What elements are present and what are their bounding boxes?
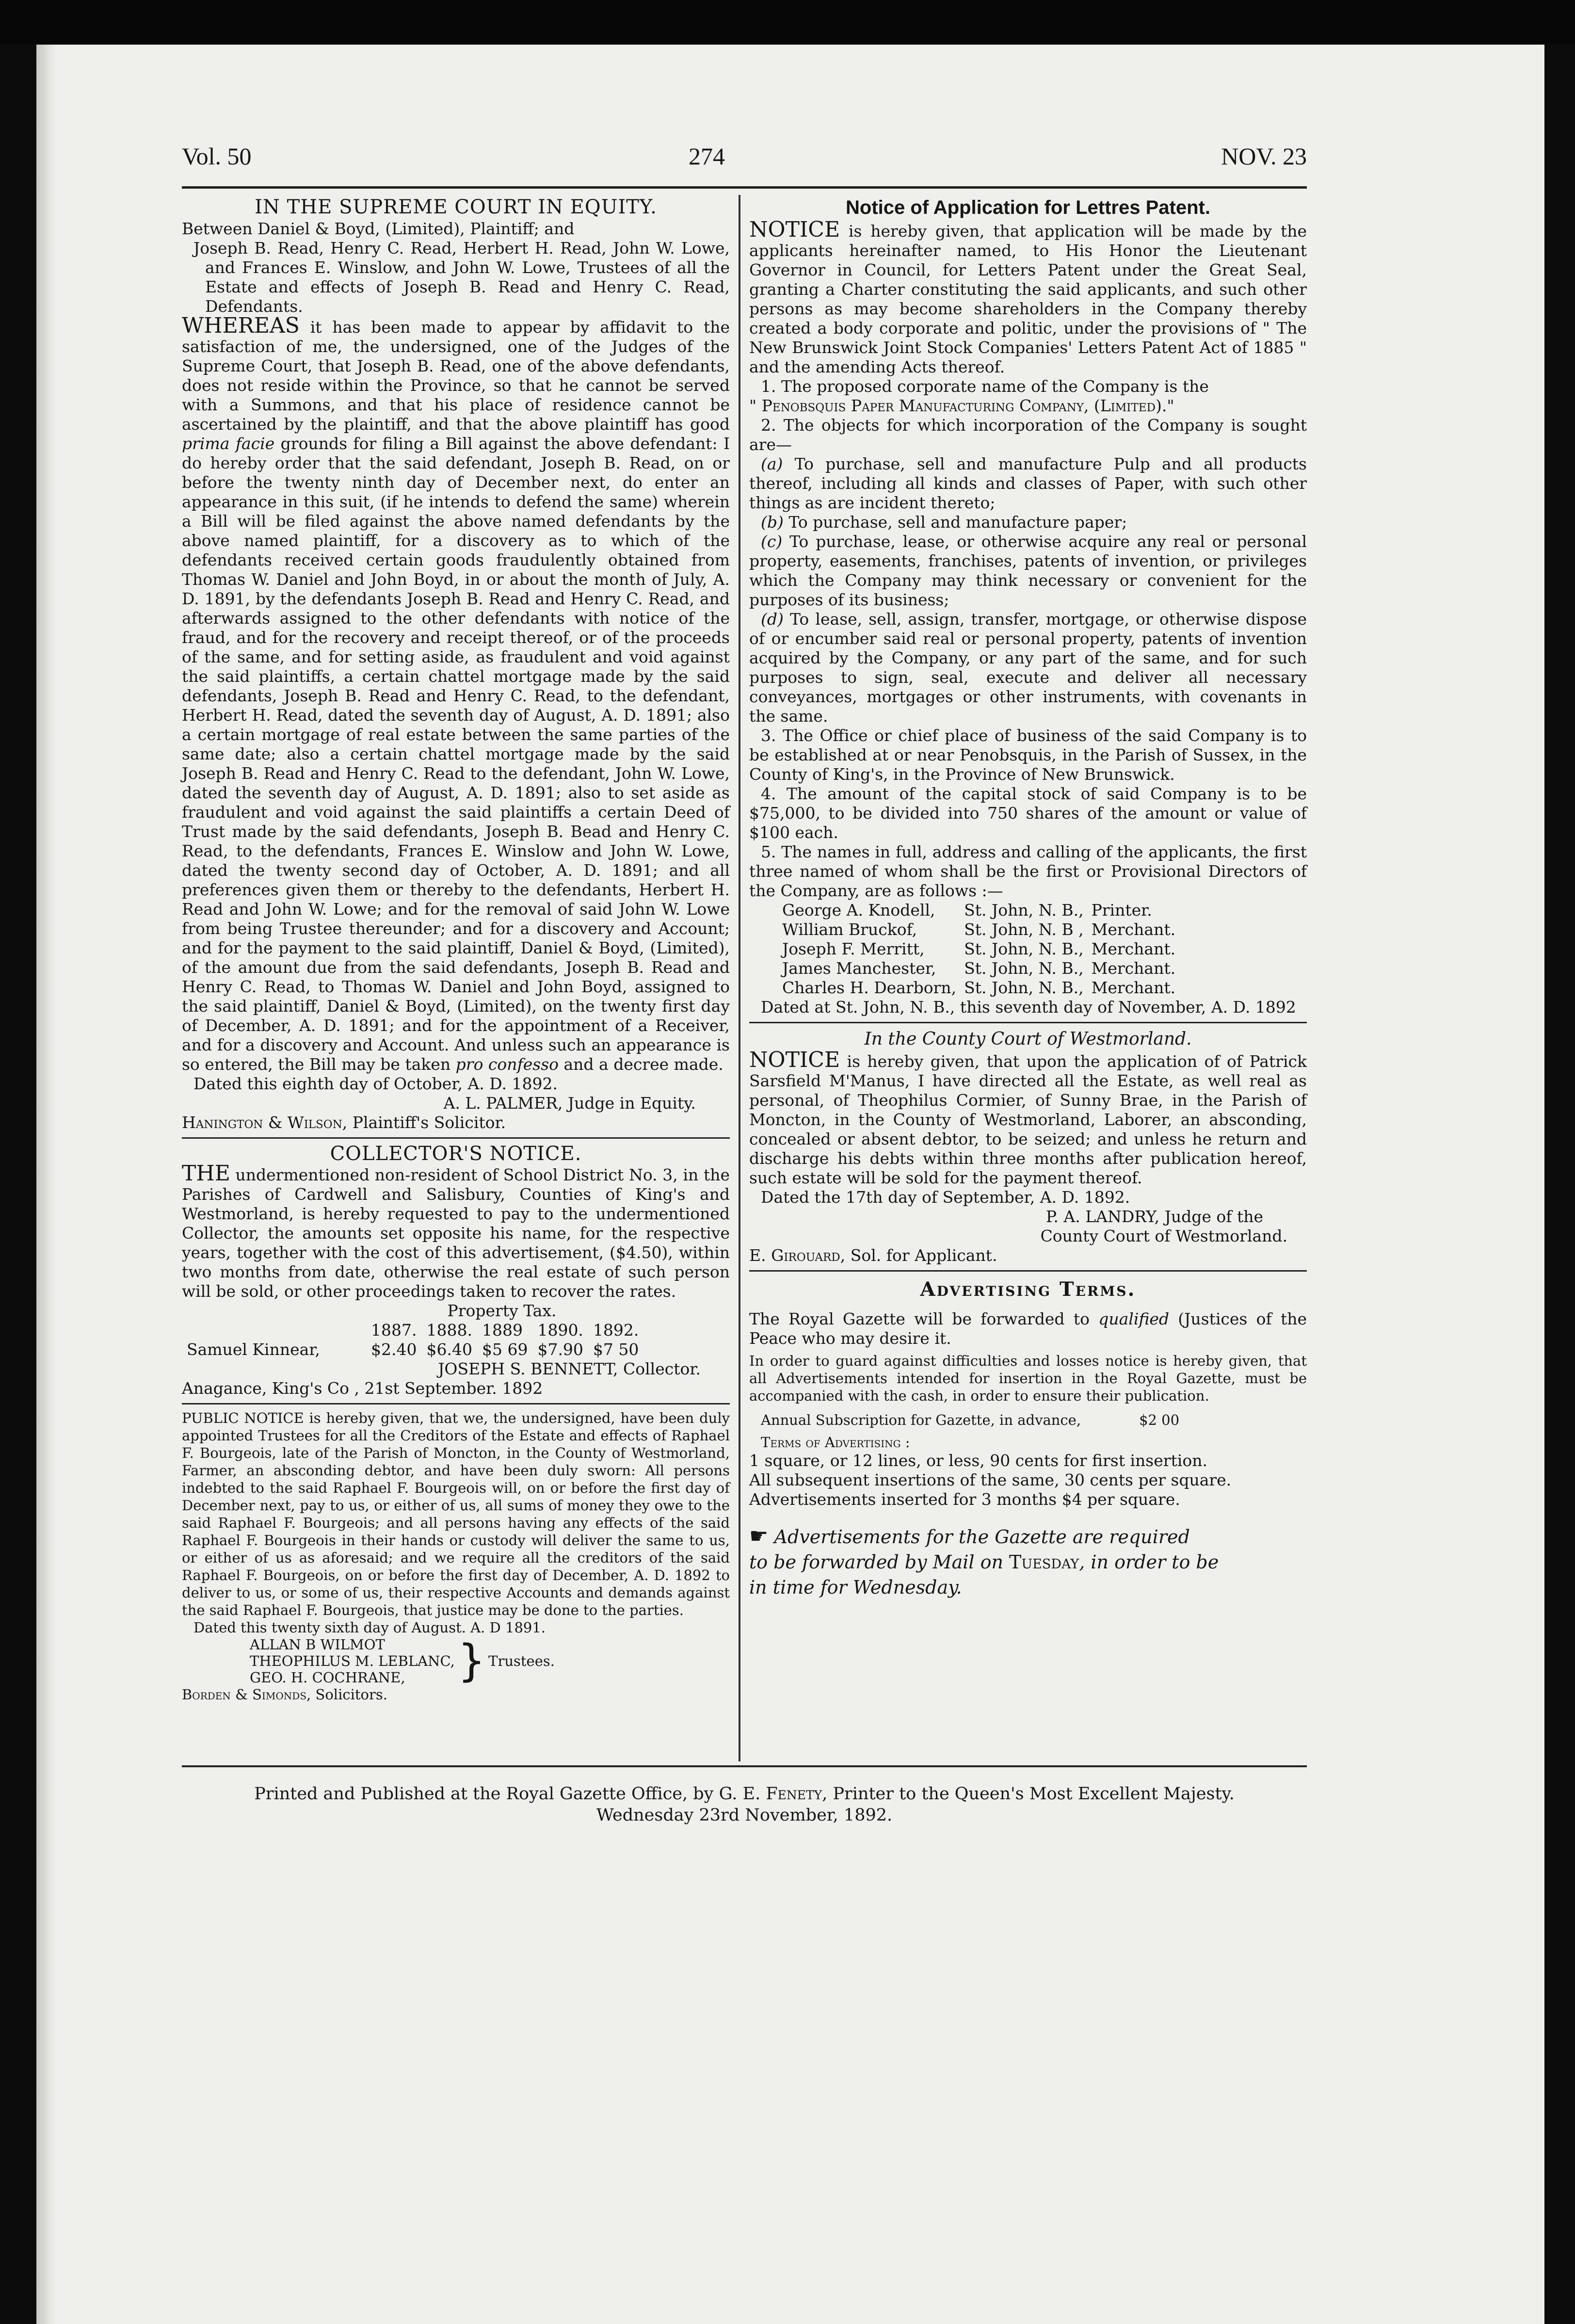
payment-notice: In order to guard against difficulties and losses notice is hereby given, that all Advertisements intended for insertion in the Royal Gazette, must be accompanied with the cash, in order to ensure their publication. [749, 1353, 1307, 1404]
term-line: All subsequent insertions of the same, 30 cents per square. [749, 1470, 1232, 1489]
subscription-line: Annual Subscription for Gazette, in advance, $2 00 [761, 1412, 1180, 1428]
equity-heading: IN THE SUPREME COURT IN EQUITY. [255, 196, 657, 218]
director-row: William Bruckof, St. John, N. B , Merchant. [782, 920, 1176, 939]
equity-between: Between Daniel & Boyd, (Limited), Plaintiff; and [182, 219, 575, 238]
tax-year: 1888. [426, 1321, 472, 1340]
imprint-line-1: Printed and Published at the Royal Gazette Office, by G. E. Fenety, Printer to the Queen's Most Excellent Majesty. [254, 1784, 1235, 1804]
director-row: Charles H. Dearborn, St. John, N. B., Merchant. [782, 978, 1176, 997]
volume-number: Vol. 50 [182, 143, 252, 170]
object-c: (c) To purchase, lease, or otherwise acquire any real or personal property, easements, franchises, patents of invention, or privileges which the Company may think necessary or convenient for the purposes of its business; [749, 532, 1307, 609]
westmorland-heading: In the County Court of Westmorland. [864, 1029, 1192, 1049]
collector-notice [182, 1144, 730, 1398]
object-b: (b) To purchase, sell and manufacture paper; [761, 513, 1127, 532]
page-number: 274 [689, 143, 725, 170]
tax-payer: Samuel Kinnear, [187, 1340, 320, 1359]
public-notice [182, 1409, 730, 1703]
section-rule [182, 1137, 730, 1139]
pointing-hand-icon: ☛ [749, 1524, 769, 1549]
tax-year: 1892. [593, 1321, 639, 1340]
advertising-heading: Advertising Terms. [920, 1278, 1136, 1301]
tax-year: 1887. [371, 1321, 417, 1340]
imprint-line-2: Wednesday 23rd November, 1892. [596, 1806, 893, 1825]
director-row: James Manchester, St. John, N. B., Merchant. [782, 959, 1176, 978]
equity-dated: Dated this eighth day of October, A. D. 1892. [193, 1074, 558, 1093]
submission-line-2: to be forwarded by Mail on Tuesday, in order to be [749, 1551, 1219, 1573]
tax-amount: $6.40 [426, 1340, 472, 1359]
newspaper-page [36, 45, 1544, 2324]
director-row: George A. Knodell, St. John, N. B., Printer. [782, 901, 1152, 920]
westmorland-court: County Court of Westmorland. [1040, 1227, 1287, 1245]
equity-judge: A. L. PALMER, Judge in Equity. [443, 1094, 696, 1113]
advertising-terms [749, 1276, 1307, 1600]
patent-item-4: 4. The amount of the capital stock of said Company is to be $75,000, to be divided into 750 shares of the amount or value of $100 each. [749, 784, 1307, 842]
tax-label: Property Tax. [447, 1301, 557, 1320]
equity-body: WHEREAS it has been made to appear by affidavit to the satisfaction of me, the undersigned, one of the Judges of the Supreme Court, that Joseph B. Read, one of the above defendants, does not reside within the Province, so that he cannot be served with a Summons, and that his place of residence cannot be ascertained by the plaintiff, and that the above plaintiff has good prima facie grounds for filing a Bill against the above defendant: I do hereby order that the said defendant, Joseph B. Read, on or before the twenty ninth day of December next, do enter an appearance in this suit, (if he intends to defend the same) wherein a Bill will be filed against the above named defendants by the above named plaintiff, for a discovery as to which of the defendants received certain goods fraudulently obtained from Thomas W. Daniel and John Boyd, in or about the month of July, A. D. 1891, by the defendants Joseph B. Read and Henry C. Read, and afterwards assigned to the other defendants with notice of the fraud, and for the recovery and receipt thereof, or of the proceeds of the same, and for setting aside, as fraudulent and void against the said plaintiffs, a certain chattel mortgage made by the said defendants, Joseph B. Read and Henry C. Read, to the defendant, Herbert H. Read, dated the seventh day of August, A. D. 1891; also a certain mortgage of real estate between the same parties of the same date; also a certain chattel mortgage made by the said Joseph B. Read and Henry C. Read to the defendant, John W. Lowe, dated the seventh day of August, A. D. 1891; also to set aside as fraudulent and void against the said plaintiffs a certain Deed of Trust made by the said defendants, Joseph B. Bead and Henry C. Read, to the defendants, Frances E. Winslow and John W. Lowe, dated the twenty second day of October, A. D. 1891; and all preferences given them or thereby to the defendants, Herbert H. Read and John W. Lowe; and for the removal of said John W. Lowe from being Trustee thereunder; and for a discovery and Account; and for the payment to the said plaintiff, Daniel & Boyd, (Limited), of the amount due from the said defendants, Joseph B. Read and Henry C. Read, to Thomas W. Daniel and John Boyd, assigned to the said plaintiff, Daniel & Boyd, (Limited), on the twenty first day of December, A. D. 1891; and for the appointment of a Receiver, and for a discovery and Account. And unless such an appearance is so entered, the Bill may be taken pro confesso and a decree made. [182, 313, 730, 1074]
page-content [182, 143, 1355, 2086]
westmorland-body: NOTICE is hereby given, that upon the application of of Patrick Sarsfield M'Manus, I have directed all the Estate, as well real as personal, of Theophilus Cormier, of Sunny Brae, in the Parish of Moncton, in the County of Westmorland, Laborer, an absconding, concealed or absent debtor, to be seized; and unless he return and discharge his debts within three months after publication hereof, such estate will be sold for the payment thereof. [749, 1048, 1307, 1187]
patent-notice [749, 195, 1307, 1017]
equity-lead-word: WHEREAS [182, 313, 300, 338]
public-notice-body: PUBLIC NOTICE is hereby given, that we, the undersigned, have been duly appointed Trustees for all the Creditors of the Estate and effects of Raphael F. Bourgeois, late of the Parish of Moncton, in the County of Westmorland, Farmer, an absconding debtor, and have been duly sworn: All persons indebted to the said Raphael F. Bourgeois will, on or before the first day of December next, pay to us, or either of us, all sums of money they owe to the said Raphael F. Bourgeois; and all persons having any effects of the said Raphael F. Bourgeois in their hands or custody will deliver the same to us, or either of us as aforesaid; and we require all the creditors of the said Raphael F. Bourgeois, on or before the first day of December, A. D. 1892 to deliver to us, or some of us, their respective Accounts and demands against the said Raphael F. Bourgeois, that justice may be done to the parties. [182, 1410, 730, 1618]
section-rule [749, 1270, 1307, 1272]
equity-notice [182, 195, 730, 1132]
imprint [182, 1783, 1307, 1826]
object-a: (a) To purchase, sell and manufacture Pulp and all products thereof, including all kinds and classes of Paper, with such other things as are incident thereto; [749, 454, 1307, 512]
tax-amount: $5 69 [482, 1340, 528, 1359]
tax-amount: $7.90 [537, 1340, 583, 1359]
page-binding-shadow [36, 45, 56, 2324]
collector-signature: JOSEPH S. BENNETT, Collector. [438, 1359, 701, 1378]
gazette-forwarding: The Royal Gazette will be forwarded to qualified (Justices of the Peace who may desire it. [749, 1309, 1307, 1348]
patent-body: NOTICE is hereby given, that application will be made by the applicants hereinafter named, to His Honor the Lieutenant Governor in Council, for Letters Patent under the Great Seal, granting a Charter constituting the said applicants, and such other persons as may become shareholders in the Company thereby created a body corporate and politic, under the provisions of " The New Brunswick Joint Stock Companies' Letters Patent Act of 1885 " and the amending Acts thereof. [749, 217, 1307, 376]
tax-amount: $2.40 [371, 1340, 417, 1359]
term-line: 1 square, or 12 lines, or less, 90 cents for first insertion. [749, 1451, 1207, 1470]
director-row: Joseph F. Merritt, St. John, N. B., Merchant. [782, 939, 1176, 958]
trustee-name: ALLAN B WILMOT [250, 1636, 385, 1653]
trustee-name: GEO. H. COCHRANE, [250, 1669, 405, 1686]
scan-border [0, 0, 1575, 45]
patent-heading: Notice of Application for Lettres Patent. [846, 197, 1210, 218]
left-column [182, 195, 730, 1703]
submission-line-3: in time for Wednesday. [749, 1577, 962, 1598]
patent-item-5: 5. The names in full, address and calling of the applicants, the first three named of whom shall be the first or Provisional Directors of the Company, are as follows :— [749, 842, 1307, 900]
trustee-names [250, 1636, 455, 1686]
term-line: Advertisements inserted for 3 months $4 per square. [749, 1490, 1180, 1509]
patent-lead: NOTICE [749, 217, 840, 242]
trustees-signature [250, 1636, 730, 1686]
directors-table [778, 901, 1179, 998]
footer-rule [182, 1765, 1307, 1767]
company-name: " Penobsquis Paper Manufacturing Company, (Limited)." [749, 396, 1174, 415]
collector-heading: COLLECTOR'S NOTICE. [330, 1143, 582, 1165]
trustees-label: Trustees. [488, 1653, 555, 1669]
westmorland-lead: NOTICE [749, 1048, 840, 1072]
header-rule [182, 186, 1307, 189]
tax-amounts-row [182, 1340, 643, 1359]
right-column [749, 195, 1307, 1600]
tax-years-row [182, 1321, 643, 1340]
tax-table [182, 1321, 643, 1359]
section-rule [749, 1022, 1307, 1023]
westmorland-dated: Dated the 17th day of September, A. D. 1892. [761, 1188, 1130, 1207]
collector-place-date: Anagance, King's Co , 21st September. 1892 [182, 1379, 543, 1398]
trustee-name: THEOPHILUS M. LEBLANC, [250, 1653, 455, 1669]
public-notice-solicitors: Borden & Simonds, Solicitors. [182, 1686, 387, 1703]
masthead [182, 143, 1307, 180]
terms-heading: Terms of Advertising : [761, 1434, 910, 1451]
collector-lead-word: THE [182, 1161, 230, 1186]
patent-item-2: 2. The objects for which incorporation of the Company is sought are— [749, 416, 1307, 454]
submission-line-1: ☛ Advertisements for the Gazette are required [749, 1524, 1190, 1549]
object-d: (d) To lease, sell, assign, transfer, mortgage, or otherwise dispose of or encumber said real or personal property, patents of invention acquired by the Company, or any part of the same, and for such purposes to sign, seal, execute and deliver all necessary conveyances, mortgages or other instruments, with covenants in the same. [749, 610, 1307, 726]
brace-glyph: } [457, 1635, 486, 1686]
patent-item-3: 3. The Office or chief place of business of the said Company is to be established at or near Penobsquis, in the Parish of Sussex, in the County of King's, in the Province of New Brunswick. [749, 726, 1307, 784]
collector-body: THE undermentioned non-resident of School District No. 3, in the Parishes of Cardwell and Salisbury, Counties of King's and Westmorland, is hereby requested to pay to the undermentioned Collector, the amounts set opposite his name, for the respective years, together with the cost of this advertisement, ($4.50), within two months from date, otherwise the real estate of such person will be sold, or other proceedings taken to recover the rates. [182, 1161, 730, 1301]
issue-date: NOV. 23 [1221, 143, 1307, 170]
westmorland-judge: P. A. LANDRY, Judge of the [1045, 1207, 1263, 1226]
westmorland-notice [749, 1028, 1307, 1265]
column-divider [739, 195, 740, 1761]
submission-notice [749, 1524, 1307, 1600]
public-notice-dated: Dated this twenty sixth day of August. A. D 1891. [193, 1619, 546, 1636]
tax-year: 1890. [537, 1321, 583, 1340]
patent-dated: Dated at St. John, N. B., this seventh day of November, A. D. 1892 [761, 998, 1296, 1017]
equity-solicitor: Hanington & Wilson, Plaintiff's Solicitor. [182, 1113, 506, 1132]
tax-year: 1889 [482, 1321, 523, 1340]
patent-item-1: 1. The proposed corporate name of the Company is the [761, 377, 1209, 396]
equity-parties: Joseph B. Read, Henry C. Read, Herbert H. Read, John W. Lowe, and Frances E. Winslow, and John W. Lowe, Trustees of all the Estate and effects of Joseph B. Read and Henry C. Read, Defendants. [193, 239, 730, 316]
public-notice-lead: PUBLIC NOTICE [182, 1410, 304, 1426]
tax-amount: $7 50 [593, 1340, 639, 1359]
section-rule [182, 1403, 730, 1404]
westmorland-solicitor: E. Girouard, Sol. for Applicant. [749, 1246, 997, 1265]
